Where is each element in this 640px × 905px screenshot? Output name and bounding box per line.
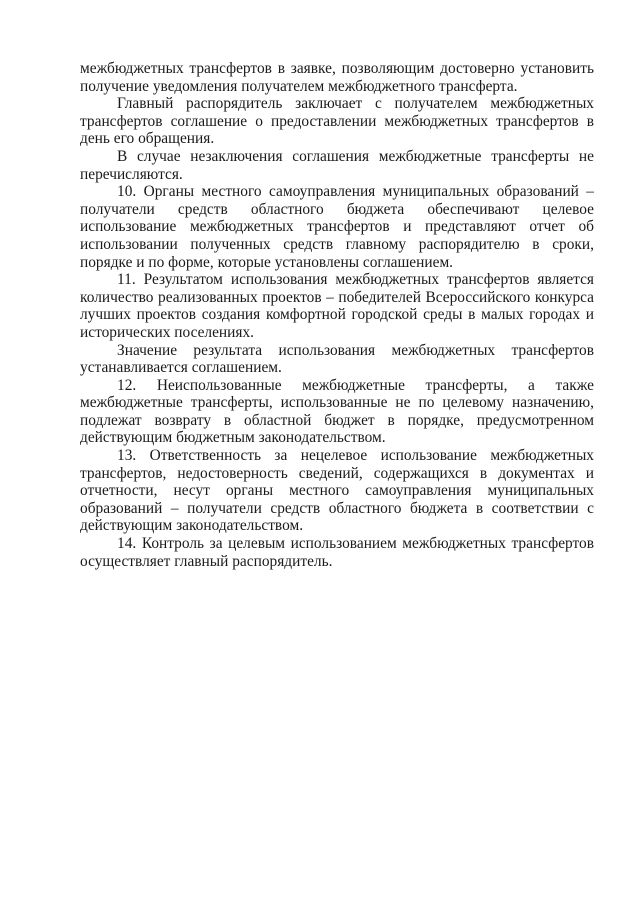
paragraph-agreement-signing: Главный распорядитель заключает с получателем межбюджетных трансфертов соглашение о предоставлении межбюджетных трансфертов в день его обращения. xyxy=(80,95,594,148)
paragraph-item-12: 12. Неиспользованные межбюджетные трансферты, а также межбюджетные трансферты, использованные не по целевому назначению, подлежат возврату в областной бюджет в порядке, предусмотренном действующим бюджетным законодательством. xyxy=(80,376,594,447)
document-page xyxy=(80,60,594,570)
paragraph-no-agreement: В случае незаключения соглашения межбюджетные трансферты не перечисляются. xyxy=(80,147,594,183)
paragraph-item-14: 14. Контроль за целевым использованием межбюджетных трансфертов осуществляет главный распорядитель. xyxy=(80,535,594,570)
paragraph-item-13: 13. Ответственность за нецелевое использование межбюджетных трансфертов, недостоверность сведений, содержащихся в документах и отчетности, несут органы местного самоуправления муниципальных образований – получатели средств областного бюджета в соответствии с действующим законодательством. xyxy=(80,447,594,535)
paragraph-item-10: 10. Органы местного самоуправления муниципальных образований – получатели средств областного бюджета обеспечивают целевое использование межбюджетных трансфертов и представляют отчет об использовании полученных средств главному распорядителю в сроки, порядке и по форме, которые установлены соглашением. xyxy=(80,183,594,271)
paragraph-item-11: 11. Результатом использования межбюджетных трансфертов является количество реализованных проектов – победителей Всероссийского конкурса лучших проектов создания комфортной городской среды в малых городах и исторических поселениях. xyxy=(80,271,594,341)
paragraph-result-value: Значение результата использования межбюджетных трансфертов устанавливается соглашением. xyxy=(80,341,594,377)
paragraph-continuation: межбюджетных трансфертов в заявке, позволяющим достоверно установить получение уведомления получателем межбюджетного трансферта. xyxy=(80,60,594,95)
